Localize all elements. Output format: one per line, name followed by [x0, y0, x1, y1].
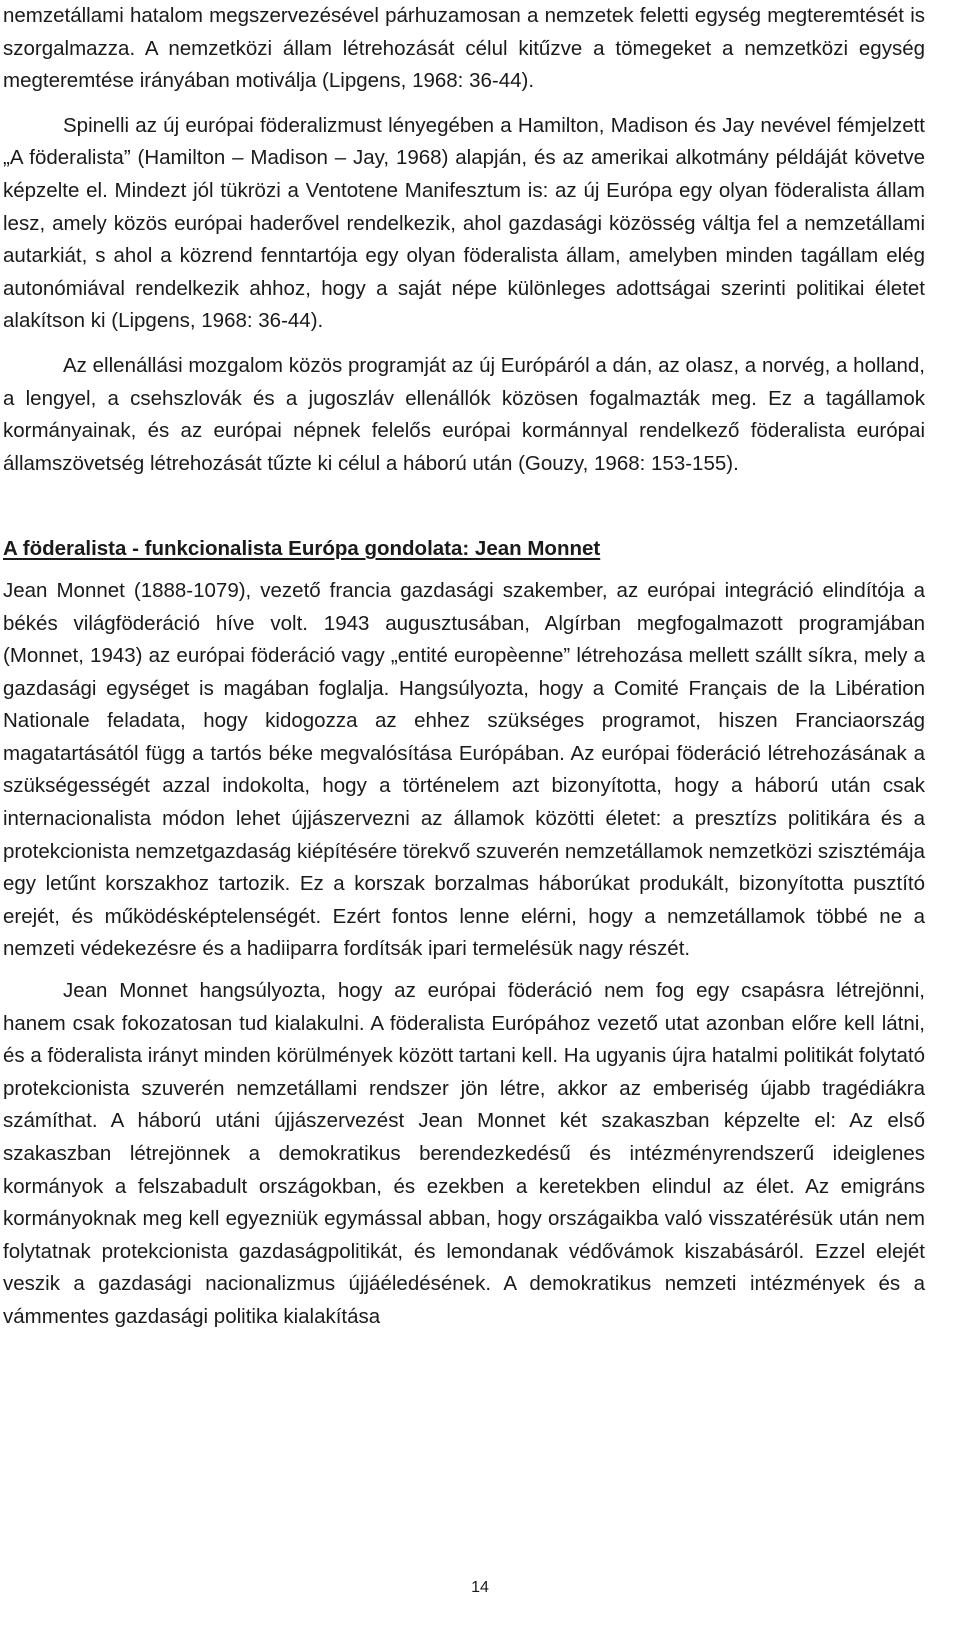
paragraph-monnet: Jean Monnet (1888-1079), vezető francia gazdasági szakember, az európai integráció elindítója a békés világföderáció híve volt. 1943 augusztusában, Algírban megfogalmazott programjában (Monnet, 1943) az európai föderáció vagy „entité europèenne” létrehozása mellett szállt síkra, mely a gazdasági egységet is magában foglalja. Hangsúlyozta, hogy a Comité Français de la Libération Nationale feladata, hogy kidogozza az ehhez szükséges programot, hiszen Franciaország magatartásától függ a tartós béke megvalósítása Európában. Az európai föderáció létrehozásának a szükségességét azzal indokolta, hogy a történelem azt bizonyította, hogy a háború után csak internacionalista módon lehet újjászervezni az államok közötti életet: a presztízs politikára és a protekcionista nemzetgazdaság kiépítésére törekvő szuverén nemzetállamok nemzetközi szisztémája egy letűnt korszakhoz tartozik. Ez a korszak borzalmas háborúkat produkált, bizonyította pusztító erejét, és működésképtelenségét. Ezért fontos lenne elérni, hogy a nemzetállamok többé ne a nemzeti védekezésre és a hadiiparra fordítsák ipari termelésük nagy részét. [3, 578, 925, 961]
page-number: 14 [471, 1579, 489, 1596]
paragraph-continuation: nemzetállami hatalom megszervezésével párhuzamosan a nemzetek feletti egység megteremtését is szorgalmazza. A nemzetközi állam létrehozását célul kitűzve a tömegeket a nemzetközi egység megteremtése irányában motiválja (Lipgens, 1968: 36-44). [3, 4, 925, 93]
paragraph-spinelli: Spinelli az új európai föderalizmust lényegében a Hamilton, Madison és Jay nevével fémjelzett „A föderalista” (Hamilton – Madison – Jay, 1968) alapján, és az amerikai alkotmány példáját követve képzelte el. Mindezt jól tükrözi a Ventotene Manifesztum is: az új Európa egy olyan föderalista állam lesz, amely közös európai haderővel rendelkezik, ahol gazdasági közösség váltja fel a nemzetállami autarkiát, s ahol a közrend fenntartója egy olyan föderalista állam, amelyben minden tagállam elég autonómiával rendelkezik ahhoz, hogy a saját népe különleges adottságai szerinti politikai életet alakítson ki (Lipgens, 1968: 36-44). [3, 113, 925, 333]
paragraph-monnet-continued: Jean Monnet hangsúlyozta, hogy az európai föderáció nem fog egy csapásra létrejönni, hanem csak fokozatosan tud kialakulni. A föderalista Európához vezető utat azonban előre kell látni, és a föderalista irányt minden körülmények között tartani kell. Ha ugyanis újra hatalmi politikát folytató protekcionista szuverén nemzetállami rendszer jön létre, akkor az emberiség újabb tragédiákra számíthat. A háború utáni újjászervezést Jean Monnet két szakaszban képzelte el: Az első szakaszban létrejönnek a demokratikus berendezkedésű és intézményrendszerű ideiglenes kormányok a felszabadult országokban, és ezekben a keretekben elindul az élet. Az emigráns kormányoknak meg kell egyezniük egymással abban, hogy országaikba való visszatérésük után nem folytatnak protekcionista gazdaságpolitikát, és lemondanak védővámok kiszabásáról. Ezzel elejét veszik a gazdasági nacionalizmus újjáéledésének. A demokratikus nemzeti intézmények és a vámmentes gazdasági politika kialakítása [3, 979, 925, 1328]
document-page [3, 0, 925, 1334]
section-heading: A föderalista - funkcionalista Európa gondolata: Jean Monnet [3, 537, 601, 561]
paragraph-resistance: Az ellenállási mozgalom közös programját az új Európáról a dán, az olasz, a norvég, a holland, a lengyel, a csehszlovák és a jugoszláv ellenállók közösen fogalmazták meg. Ez a tagállamok kormányainak, és az európai népnek felelős európai kormánnyal rendelkező föderalista európai államszövetség létrehozását tűzte ki célul a háború után (Gouzy, 1968: 153-155). [3, 353, 925, 475]
